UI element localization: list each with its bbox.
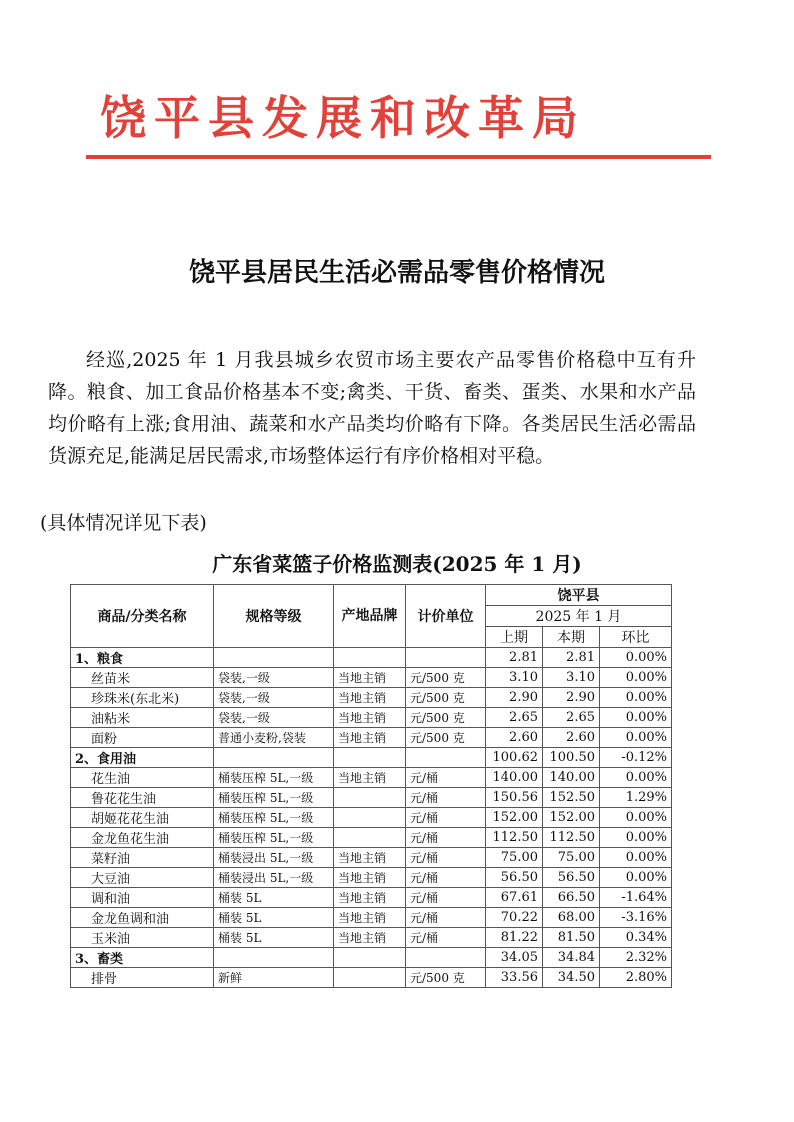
row-spec: 新鲜 (214, 968, 334, 988)
agency-header: 饶平县发展和改革局 (100, 91, 586, 145)
row-unit: 元/桶 (406, 848, 486, 868)
row-name: 金龙鱼调和油 (71, 908, 214, 928)
row-unit: 元/桶 (406, 868, 486, 888)
table-row (71, 668, 672, 688)
row-change: 0.00% (600, 708, 672, 728)
row-change: 0.00% (600, 868, 672, 888)
row-spec (214, 948, 334, 968)
row-spec: 桶装 5L (214, 908, 334, 928)
row-prev-price: 152.00 (486, 808, 543, 828)
row-curr-price: 66.50 (543, 888, 600, 908)
row-name: 面粉 (71, 728, 214, 748)
row-prev-price: 100.62 (486, 748, 543, 768)
row-unit: 元/500 克 (406, 968, 486, 988)
row-curr-price: 2.65 (543, 708, 600, 728)
row-spec: 桶装浸出 5L,一级 (214, 848, 334, 868)
row-name: 菜籽油 (71, 848, 214, 868)
row-origin: 当地主销 (334, 868, 406, 888)
row-spec: 桶装 5L (214, 888, 334, 908)
row-origin: 当地主销 (334, 728, 406, 748)
row-curr-price: 152.50 (543, 788, 600, 808)
row-spec: 袋装,一级 (214, 688, 334, 708)
row-prev-price: 112.50 (486, 828, 543, 848)
row-name: 2、食用油 (71, 748, 214, 768)
row-unit: 元/桶 (406, 768, 486, 788)
row-origin: 当地主销 (334, 768, 406, 788)
row-prev-price: 81.22 (486, 928, 543, 948)
table-row (71, 768, 672, 788)
row-change: 2.80% (600, 968, 672, 988)
row-change: 0.00% (600, 828, 672, 848)
row-name: 胡姬花花生油 (71, 808, 214, 828)
row-prev-price: 75.00 (486, 848, 543, 868)
row-change: 0.00% (600, 808, 672, 828)
row-spec: 桶装压榨 5L,一级 (214, 828, 334, 848)
row-origin: 当地主销 (334, 888, 406, 908)
header-divider (86, 155, 711, 159)
row-origin (334, 828, 406, 848)
row-unit: 元/500 克 (406, 688, 486, 708)
row-prev-price: 33.56 (486, 968, 543, 988)
row-unit: 元/桶 (406, 928, 486, 948)
row-origin (334, 748, 406, 768)
row-name: 油粘米 (71, 708, 214, 728)
row-change: 2.32% (600, 948, 672, 968)
row-unit: 元/桶 (406, 808, 486, 828)
row-change: 0.34% (600, 928, 672, 948)
row-name: 花生油 (71, 768, 214, 788)
row-origin (334, 788, 406, 808)
row-spec: 桶装压榨 5L,一级 (214, 788, 334, 808)
row-unit: 元/桶 (406, 788, 486, 808)
table-row (71, 728, 672, 748)
row-change: -1.64% (600, 888, 672, 908)
table-title: 广东省菜篮子价格监测表(2025 年 1 月) (212, 552, 582, 576)
row-curr-price: 112.50 (543, 828, 600, 848)
row-unit: 元/500 克 (406, 668, 486, 688)
row-change: 0.00% (600, 768, 672, 788)
header-origin: 产地品牌 (334, 585, 406, 648)
row-spec (214, 748, 334, 768)
row-name: 调和油 (71, 888, 214, 908)
row-change: 0.00% (600, 848, 672, 868)
row-spec: 普通小麦粉,袋装 (214, 728, 334, 748)
row-name: 玉米油 (71, 928, 214, 948)
row-change: 0.00% (600, 688, 672, 708)
row-prev-price: 34.05 (486, 948, 543, 968)
header-prev: 上期 (486, 627, 543, 648)
table-row (71, 948, 672, 968)
row-change: -3.16% (600, 908, 672, 928)
row-spec: 桶装压榨 5L,一级 (214, 768, 334, 788)
table-row (71, 888, 672, 908)
row-unit: 元/500 克 (406, 708, 486, 728)
row-name: 丝苗米 (71, 668, 214, 688)
row-name: 鲁花花生油 (71, 788, 214, 808)
row-curr-price: 3.10 (543, 668, 600, 688)
row-spec (214, 648, 334, 668)
row-change: 1.29% (600, 788, 672, 808)
row-unit (406, 748, 486, 768)
row-unit: 元/500 克 (406, 728, 486, 748)
header-curr: 本期 (543, 627, 600, 648)
row-prev-price: 56.50 (486, 868, 543, 888)
row-prev-price: 2.65 (486, 708, 543, 728)
row-name: 大豆油 (71, 868, 214, 888)
row-curr-price: 68.00 (543, 908, 600, 928)
header-region: 饶平县 (486, 585, 672, 606)
row-origin: 当地主销 (334, 668, 406, 688)
row-origin: 当地主销 (334, 928, 406, 948)
row-prev-price: 70.22 (486, 908, 543, 928)
row-curr-price: 152.00 (543, 808, 600, 828)
row-change: 0.00% (600, 728, 672, 748)
row-curr-price: 2.90 (543, 688, 600, 708)
row-name: 珍珠米(东北米) (71, 688, 214, 708)
row-origin: 当地主销 (334, 688, 406, 708)
row-prev-price: 3.10 (486, 668, 543, 688)
row-origin: 当地主销 (334, 708, 406, 728)
row-unit: 元/桶 (406, 888, 486, 908)
row-origin (334, 648, 406, 668)
row-name: 排骨 (71, 968, 214, 988)
row-curr-price: 34.84 (543, 948, 600, 968)
row-spec: 桶装压榨 5L,一级 (214, 808, 334, 828)
table-row (71, 868, 672, 888)
row-curr-price: 75.00 (543, 848, 600, 868)
row-unit: 元/桶 (406, 908, 486, 928)
row-change: 0.00% (600, 648, 672, 668)
table-row (71, 968, 672, 988)
row-prev-price: 67.61 (486, 888, 543, 908)
table-row (71, 688, 672, 708)
row-unit (406, 948, 486, 968)
row-name: 1、粮食 (71, 648, 214, 668)
document-title: 饶平县居民生活必需品零售价格情况 (188, 258, 605, 288)
row-prev-price: 150.56 (486, 788, 543, 808)
row-spec: 袋装,一级 (214, 668, 334, 688)
header-spec: 规格等级 (214, 585, 334, 648)
header-change: 环比 (600, 627, 672, 648)
row-curr-price: 34.50 (543, 968, 600, 988)
row-spec: 桶装 5L (214, 928, 334, 948)
table-row (71, 788, 672, 808)
row-curr-price: 2.81 (543, 648, 600, 668)
row-unit (406, 648, 486, 668)
row-prev-price: 140.00 (486, 768, 543, 788)
row-origin (334, 948, 406, 968)
row-name: 金龙鱼花生油 (71, 828, 214, 848)
table-row (71, 708, 672, 728)
row-curr-price: 56.50 (543, 868, 600, 888)
table-row (71, 908, 672, 928)
summary-paragraph: 经巡,2025 年 1 月我县城乡农贸市场主要农产品零售价格稳中互有升降。粮食、加工食品价格基本不变;禽类、干货、畜类、蛋类、水果和水产品均价略有上涨;食用油、蔬菜和水产品类均价略有下降。各类居民生活必需品货源充足,能满足居民需求,市场整体运行有序价格相对平稳。 (48, 349, 696, 467)
table-row (71, 648, 672, 668)
row-origin (334, 968, 406, 988)
table-row (71, 808, 672, 828)
row-change: 0.00% (600, 668, 672, 688)
row-curr-price: 81.50 (543, 928, 600, 948)
header-name: 商品/分类名称 (71, 585, 214, 648)
row-curr-price: 100.50 (543, 748, 600, 768)
table-row (71, 828, 672, 848)
row-origin: 当地主销 (334, 848, 406, 868)
table-row (71, 928, 672, 948)
row-change: -0.12% (600, 748, 672, 768)
row-spec: 桶装浸出 5L,一级 (214, 868, 334, 888)
header-period: 2025 年 1 月 (486, 606, 672, 627)
table-row (71, 748, 672, 768)
table-reference-note: (具体情况详见下表) (40, 512, 207, 534)
row-curr-price: 2.60 (543, 728, 600, 748)
row-origin (334, 808, 406, 828)
row-name: 3、畜类 (71, 948, 214, 968)
table-row (71, 848, 672, 868)
row-unit: 元/桶 (406, 828, 486, 848)
row-prev-price: 2.90 (486, 688, 543, 708)
row-origin: 当地主销 (334, 908, 406, 928)
row-spec: 袋装,一级 (214, 708, 334, 728)
row-prev-price: 2.60 (486, 728, 543, 748)
row-curr-price: 140.00 (543, 768, 600, 788)
price-table (70, 584, 672, 988)
row-prev-price: 2.81 (486, 648, 543, 668)
header-unit: 计价单位 (406, 585, 486, 648)
